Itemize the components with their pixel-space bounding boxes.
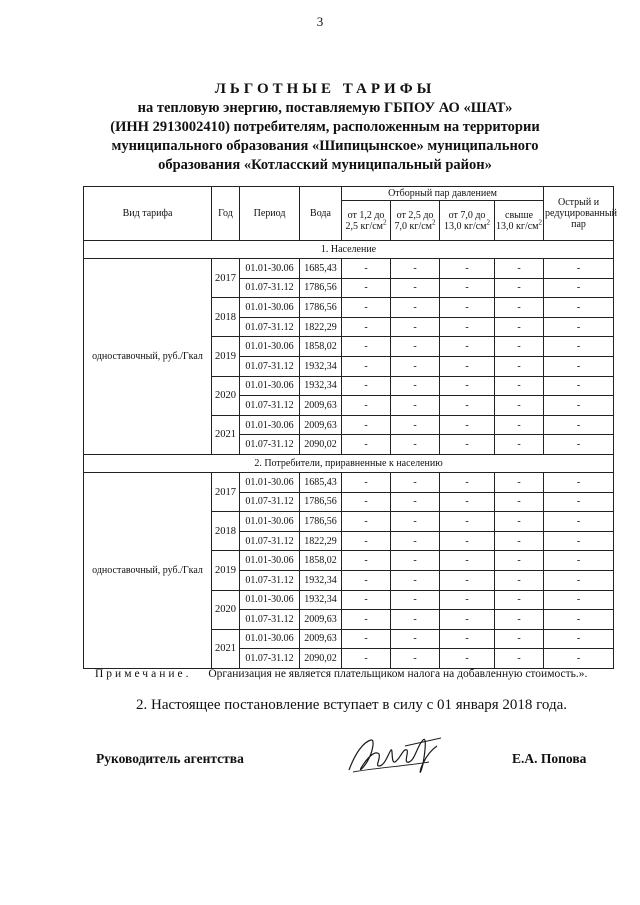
period-cell: 01.01-30.06: [240, 590, 300, 610]
table-row: [84, 472, 614, 492]
empty-value-cell: -: [440, 356, 495, 376]
empty-value-cell: -: [544, 337, 614, 357]
water-cell: 1685,43: [300, 472, 342, 492]
empty-value-cell: -: [440, 551, 495, 571]
table-row: [84, 259, 614, 279]
period-cell: 01.07-31.12: [240, 356, 300, 376]
period-cell: 01.07-31.12: [240, 610, 300, 630]
empty-value-cell: -: [544, 531, 614, 551]
header-steam-4: свыше 13,0 $кг/см^2$: [495, 201, 544, 241]
empty-value-cell: -: [391, 396, 440, 416]
empty-value-cell: -: [342, 590, 391, 610]
table-body: [84, 241, 614, 669]
empty-value-cell: -: [440, 337, 495, 357]
water-cell: 2009,63: [300, 610, 342, 630]
title-line-1: на тепловую энергию, поставляемую ГБПОУ АО «ШАТ»: [137, 100, 513, 116]
empty-value-cell: -: [495, 317, 544, 337]
water-cell: 1822,29: [300, 531, 342, 551]
header-steam-group: Отборный пар давлением: [342, 187, 544, 201]
document-title: [60, 80, 590, 175]
empty-value-cell: -: [391, 551, 440, 571]
empty-value-cell: -: [495, 356, 544, 376]
empty-value-cell: -: [342, 551, 391, 571]
empty-value-cell: -: [391, 415, 440, 435]
period-cell: 01.01-30.06: [240, 629, 300, 649]
empty-value-cell: -: [391, 512, 440, 532]
water-cell: 1786,56: [300, 298, 342, 318]
empty-value-cell: -: [440, 317, 495, 337]
year-cell: 2019: [212, 551, 240, 590]
header-steam-3: от 7,0 до 13,0 $кг/см^2$: [440, 201, 495, 241]
header-year: Год: [212, 187, 240, 241]
empty-value-cell: -: [440, 259, 495, 279]
period-cell: 01.01-30.06: [240, 298, 300, 318]
year-cell: 2017: [212, 259, 240, 298]
period-cell: 01.07-31.12: [240, 396, 300, 416]
empty-value-cell: -: [440, 590, 495, 610]
handwritten-signature: [345, 732, 450, 782]
empty-value-cell: -: [391, 492, 440, 512]
empty-value-cell: -: [391, 356, 440, 376]
water-cell: 2090,02: [300, 435, 342, 455]
period-cell: 01.07-31.12: [240, 531, 300, 551]
signatory-name: Е.А. Попова: [512, 751, 587, 766]
year-cell: 2021: [212, 629, 240, 668]
header-water: Вода: [300, 187, 342, 241]
year-cell: 2019: [212, 337, 240, 376]
empty-value-cell: -: [440, 629, 495, 649]
empty-value-cell: -: [544, 492, 614, 512]
empty-value-cell: -: [342, 570, 391, 590]
empty-value-cell: -: [440, 512, 495, 532]
empty-value-cell: -: [440, 278, 495, 298]
empty-value-cell: -: [342, 278, 391, 298]
empty-value-cell: -: [440, 649, 495, 669]
title-line-4: образования «Котласский муниципальный район»: [158, 157, 492, 173]
section-title: 2. Потребители, приравненные к населению: [84, 454, 614, 472]
year-cell: 2020: [212, 590, 240, 629]
empty-value-cell: -: [495, 649, 544, 669]
title-main: ЛЬГОТНЫЕ ТАРИФЫ: [214, 81, 436, 97]
empty-value-cell: -: [495, 298, 544, 318]
period-cell: 01.07-31.12: [240, 649, 300, 669]
empty-value-cell: -: [391, 435, 440, 455]
empty-value-cell: -: [440, 435, 495, 455]
empty-value-cell: -: [391, 298, 440, 318]
header-steam-1: от 1,2 до 2,5 $кг/см^2$: [342, 201, 391, 241]
empty-value-cell: -: [495, 551, 544, 571]
empty-value-cell: -: [391, 376, 440, 396]
empty-value-cell: -: [342, 610, 391, 630]
empty-value-cell: -: [440, 396, 495, 416]
water-cell: 2009,63: [300, 629, 342, 649]
empty-value-cell: -: [544, 570, 614, 590]
empty-value-cell: -: [495, 570, 544, 590]
water-cell: 1858,02: [300, 551, 342, 571]
empty-value-cell: -: [342, 649, 391, 669]
empty-value-cell: -: [544, 512, 614, 532]
empty-value-cell: -: [495, 472, 544, 492]
empty-value-cell: -: [391, 590, 440, 610]
empty-value-cell: -: [544, 376, 614, 396]
period-cell: 01.07-31.12: [240, 435, 300, 455]
year-cell: 2021: [212, 415, 240, 454]
header-period: Период: [240, 187, 300, 241]
empty-value-cell: -: [391, 649, 440, 669]
empty-value-cell: -: [544, 415, 614, 435]
empty-value-cell: -: [495, 492, 544, 512]
period-cell: 01.07-31.12: [240, 492, 300, 512]
tariff-kind-cell: одноставочный, руб./Гкал: [84, 259, 212, 455]
empty-value-cell: -: [391, 337, 440, 357]
empty-value-cell: -: [440, 415, 495, 435]
period-cell: 01.01-30.06: [240, 259, 300, 279]
empty-value-cell: -: [342, 317, 391, 337]
empty-value-cell: -: [342, 435, 391, 455]
empty-value-cell: -: [495, 337, 544, 357]
empty-value-cell: -: [342, 472, 391, 492]
empty-value-cell: -: [495, 531, 544, 551]
period-cell: 01.07-31.12: [240, 278, 300, 298]
water-cell: 1685,43: [300, 259, 342, 279]
empty-value-cell: -: [544, 259, 614, 279]
period-cell: 01.01-30.06: [240, 512, 300, 532]
water-cell: 1786,56: [300, 512, 342, 532]
empty-value-cell: -: [342, 531, 391, 551]
period-cell: 01.07-31.12: [240, 570, 300, 590]
empty-value-cell: -: [391, 259, 440, 279]
empty-value-cell: -: [495, 590, 544, 610]
empty-value-cell: -: [544, 356, 614, 376]
empty-value-cell: -: [391, 472, 440, 492]
empty-value-cell: -: [342, 298, 391, 318]
empty-value-cell: -: [544, 649, 614, 669]
empty-value-cell: -: [440, 531, 495, 551]
empty-value-cell: -: [342, 396, 391, 416]
page-number: 3: [316, 14, 324, 29]
empty-value-cell: -: [544, 317, 614, 337]
empty-value-cell: -: [391, 570, 440, 590]
water-cell: 1786,56: [300, 278, 342, 298]
water-cell: 2009,63: [300, 396, 342, 416]
empty-value-cell: -: [391, 610, 440, 630]
empty-value-cell: -: [495, 435, 544, 455]
water-cell: 1932,34: [300, 356, 342, 376]
empty-value-cell: -: [544, 551, 614, 571]
empty-value-cell: -: [342, 629, 391, 649]
section-row: [84, 454, 614, 472]
tariff-table: [83, 186, 617, 669]
water-cell: 1932,34: [300, 590, 342, 610]
empty-value-cell: -: [544, 590, 614, 610]
empty-value-cell: -: [544, 278, 614, 298]
empty-value-cell: -: [391, 278, 440, 298]
empty-value-cell: -: [544, 472, 614, 492]
empty-value-cell: -: [495, 278, 544, 298]
water-cell: 2009,63: [300, 415, 342, 435]
empty-value-cell: -: [440, 610, 495, 630]
water-cell: 1822,29: [300, 317, 342, 337]
empty-value-cell: -: [342, 259, 391, 279]
note-text: Организация не является плательщиком налога на добавленную стоимость.».: [208, 668, 588, 680]
empty-value-cell: -: [342, 337, 391, 357]
empty-value-cell: -: [495, 396, 544, 416]
year-cell: 2018: [212, 512, 240, 551]
water-cell: 1932,34: [300, 570, 342, 590]
title-line-3: муниципального образования «Шипицынское» муниципального: [111, 138, 539, 154]
period-cell: 01.01-30.06: [240, 472, 300, 492]
empty-value-cell: -: [544, 629, 614, 649]
empty-value-cell: -: [544, 610, 614, 630]
empty-value-cell: -: [440, 376, 495, 396]
empty-value-cell: -: [440, 492, 495, 512]
empty-value-cell: -: [391, 531, 440, 551]
header-kind: Вид тарифа: [84, 187, 212, 241]
header-sharp-steam: Острый и редуцированный пар: [544, 187, 614, 241]
year-cell: 2018: [212, 298, 240, 337]
period-cell: 01.01-30.06: [240, 376, 300, 396]
water-cell: 2090,02: [300, 649, 342, 669]
empty-value-cell: -: [342, 356, 391, 376]
empty-value-cell: -: [495, 376, 544, 396]
empty-value-cell: -: [544, 396, 614, 416]
period-cell: 01.07-31.12: [240, 317, 300, 337]
empty-value-cell: -: [495, 512, 544, 532]
year-cell: 2020: [212, 376, 240, 415]
empty-value-cell: -: [342, 415, 391, 435]
signatory-role: Руководитель агентства: [96, 751, 244, 766]
note: [95, 668, 615, 680]
tariff-kind-cell: одноставочный, руб./Гкал: [84, 472, 212, 668]
empty-value-cell: -: [391, 629, 440, 649]
water-cell: 1858,02: [300, 337, 342, 357]
period-cell: 01.01-30.06: [240, 551, 300, 571]
effective-date-paragraph: 2. Настоящее постановление вступает в силу с 01 января 2018 года.: [136, 697, 568, 713]
empty-value-cell: -: [440, 298, 495, 318]
empty-value-cell: -: [391, 317, 440, 337]
empty-value-cell: -: [440, 472, 495, 492]
empty-value-cell: -: [495, 610, 544, 630]
title-line-2: (ИНН 2913002410) потребителям, расположенным на территории: [110, 119, 540, 135]
empty-value-cell: -: [544, 435, 614, 455]
empty-value-cell: -: [495, 415, 544, 435]
empty-value-cell: -: [495, 629, 544, 649]
empty-value-cell: -: [440, 570, 495, 590]
empty-value-cell: -: [544, 298, 614, 318]
water-cell: 1932,34: [300, 376, 342, 396]
water-cell: 1786,56: [300, 492, 342, 512]
year-cell: 2017: [212, 472, 240, 511]
empty-value-cell: -: [342, 492, 391, 512]
period-cell: 01.01-30.06: [240, 337, 300, 357]
section-row: [84, 241, 614, 259]
period-cell: 01.01-30.06: [240, 415, 300, 435]
empty-value-cell: -: [342, 376, 391, 396]
section-title: 1. Население: [84, 241, 614, 259]
note-label: Примечание.: [95, 668, 192, 680]
empty-value-cell: -: [342, 512, 391, 532]
header-steam-2: от 2,5 до 7,0 $кг/см^2$: [391, 201, 440, 241]
empty-value-cell: -: [495, 259, 544, 279]
